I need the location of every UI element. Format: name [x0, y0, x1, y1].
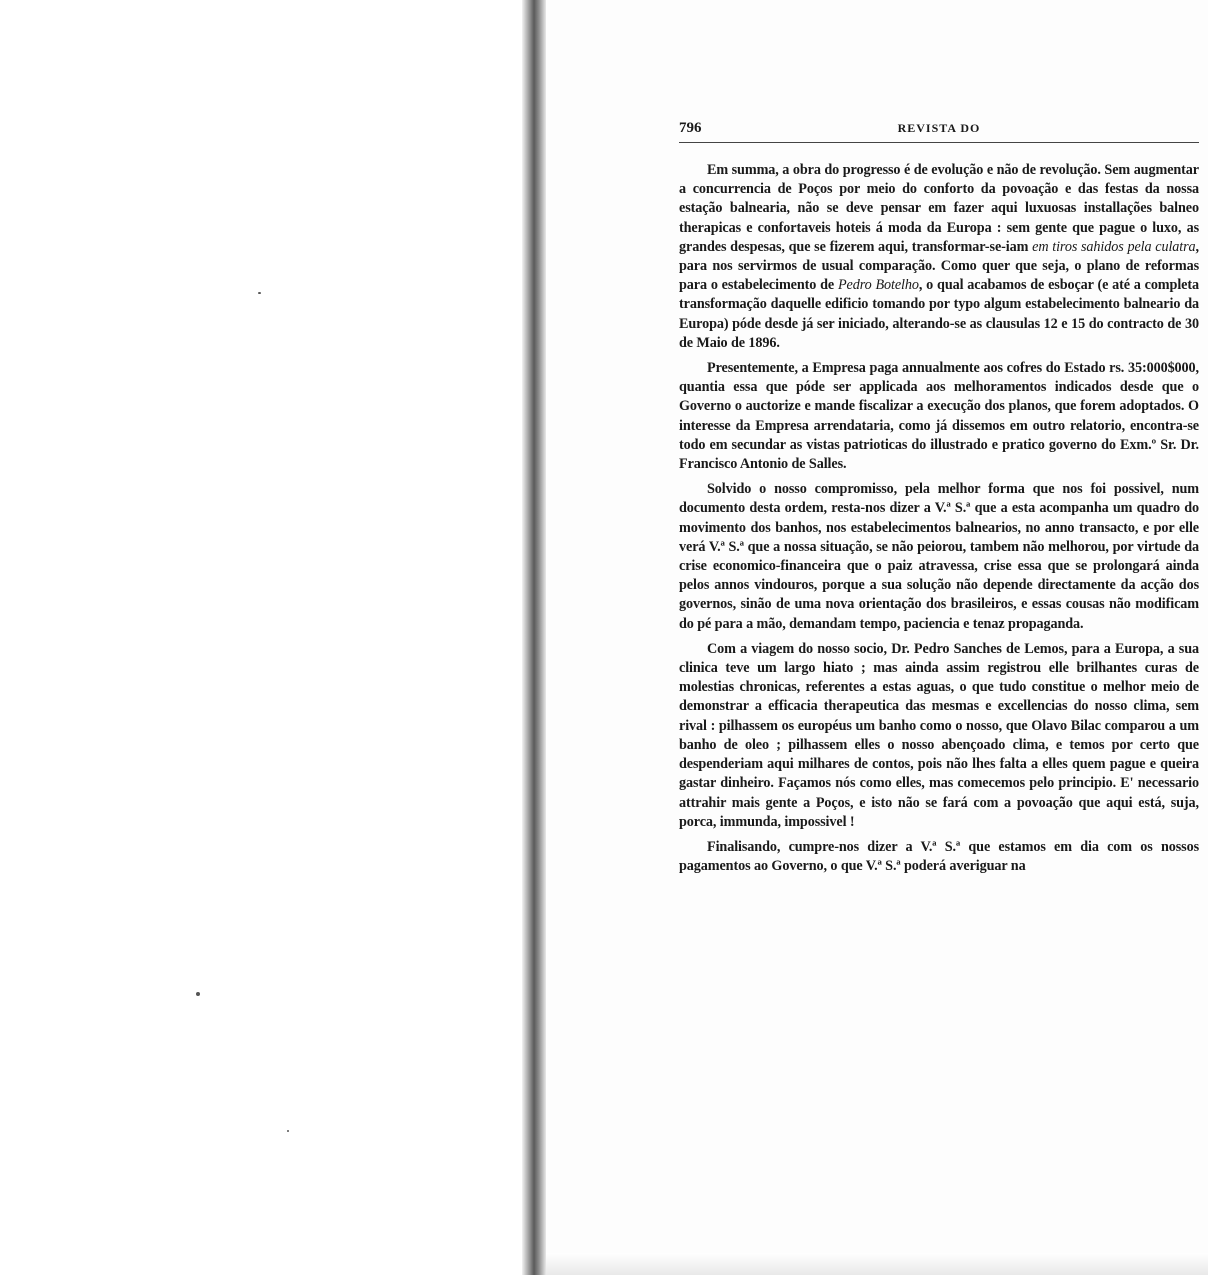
paragraph-1-italic-a: em tiros sahidos pela culatra — [1032, 238, 1196, 255]
running-title: REVISTA DO — [897, 121, 981, 135]
paper-speck — [258, 292, 261, 294]
paragraph-3: Solvido o nosso compromisso, pela melhor forma que nos foi possivel, num documento desta ordem, resta-nos dizer a V.ª S.ª que a esta acompanha um quadro do movimento dos banhos, nos estabelecimentos balnearios, no anno transacto, e por elle verá V.ª S.ª que a nossa situação, se não peiorou, tambem não melhorou, por virtude da crise economico-financeira que o paiz atravessa, crise essa que se prolongará ainda pelos annos vindouros, porque a sua solução não depende directamente da acção dos governos, sinão de uma nova orientação dos brasileiros, e essas cousas não modificam do pé para a mão, demandam tempo, paciencia e tenaz propaganda. — [679, 481, 1199, 632]
book-gutter — [522, 0, 546, 1275]
paragraph-1-text-c: , o qual acabamos de esboçar (e até a completa transformação daquelle edificio tomando por typo algum estabelecimento balneario da Europa) póde desde já ser iniciado, alterando-se as clausulas 12 e 15 do contracto de 30 de Maio de 1896. — [679, 277, 1199, 351]
page-number: 796 — [679, 120, 702, 136]
page-header — [679, 120, 1199, 143]
left-blank-page — [0, 0, 522, 1275]
paragraph-1-text-b: , para nos servirmos de usual comparação. Como quer que seja, o plano de reformas para o estabelecimento de — [679, 238, 1199, 294]
paper-speck — [287, 1130, 289, 1132]
article-body — [679, 161, 1199, 882]
paragraph-2: Presentemente, a Empresa paga annualmente aos cofres do Estado rs. 35:000$000, quantia essa que póde ser applicada aos melhoramentos indicados desde que o Governo o auctorize e mande fiscalizar a execução dos planos, que forem adoptados. O interesse da Empresa arrendataria, como já dissemos em outro relatorio, encontra-se todo em secundar as vistas patrioticas do illustrado e pratico governo do Exm.º Sr. Dr. Francisco Antonio de Salles. — [679, 360, 1199, 473]
paragraph-1-italic-b: Pedro Botelho — [837, 277, 919, 294]
paragraph-4: Com a viagem do nosso socio, Dr. Pedro Sanches de Lemos, para a Europa, a sua clinica teve um largo hiato ; mas ainda assim registrou elle brilhantes curas de molestias chronicas, referentes a estas aguas, o que tudo constitue o melhor meio de demonstrar a efficacia therapeutica das mesmas e excellencias do nosso clima, sem rival : pilhassem os européus um banho como o nosso, que Olavo Bilac comparou a um banho de oleo ; pilhassem elles o nosso abençoado clima, e temos por certo que despenderiam aqui milhares de contos, pois não lhes falta a elles quem pague e queira gastar dinheiro. Façamos nós como elles, mas comecemos pelo principio. E' necessario attrahir mais gente a Poços, e isto não se fará com a povoação que aqui está, suja, porca, immunda, impossivel ! — [679, 640, 1199, 830]
paragraph-1-text-a: Em summa, a obra do progresso é de evolução e não de revolução. Sem augmentar a concurrencia de Poços por meio do conforto da povoação e das festas da nossa estação balnearia, não se deve pensar em fazer aqui luxuosas installações balneo therapicas e confortaveis hoteis á moda da Europa : sem gente que pague o luxo, as grandes despesas, que se fizerem aqui, transformar-se-iam — [679, 162, 1199, 255]
paper-speck — [196, 992, 200, 996]
paragraph-1 — [679, 161, 1199, 353]
paragraph-5: Finalisando, cumpre-nos dizer a V.ª S.ª que estamos em dia com os nossos pagamentos ao Governo, o que V.ª S.ª poderá averiguar na — [679, 838, 1199, 875]
